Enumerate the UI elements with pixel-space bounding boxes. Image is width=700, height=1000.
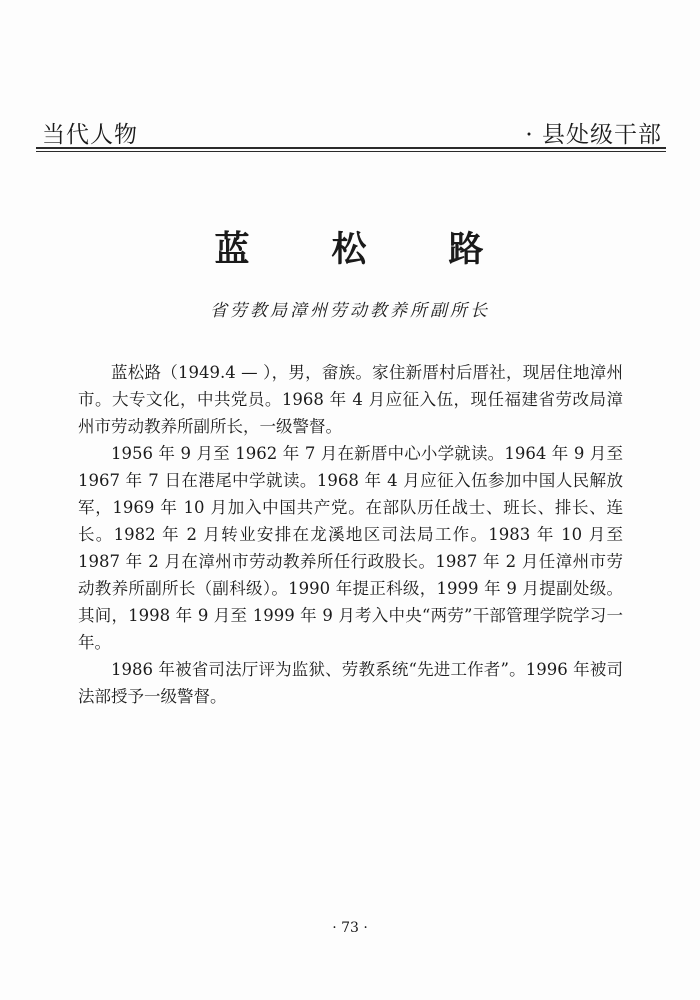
body-paragraph: 1986 年被省司法厅评为监狱、劳教系统“先进工作者”。1996 年被司法部授予一级警督。 (78, 660, 623, 706)
article-body (78, 359, 623, 710)
header-category: · 县处级干部 (525, 122, 662, 148)
article-title (0, 222, 700, 272)
body-paragraph: 蓝松路（1949.4 — ），男，畲族。家住新厝村后厝社，现居住地漳州市。大专文化，中共党员。1968 年 4 月应征入伍，现任福建省劳改局漳州市劳动教养所副所长，一级警督。 (78, 363, 623, 436)
page-number: · 73 · (332, 920, 368, 936)
header-rule (36, 147, 666, 152)
running-header (42, 116, 662, 148)
title-char: 松 (331, 230, 369, 270)
article-subtitle: 省劳教局漳州劳动教养所副所长 (210, 301, 490, 321)
header-section-title: 当代人物 (42, 122, 138, 148)
title-char: 路 (448, 230, 486, 270)
body-paragraph: 1956 年 9 月至 1962 年 7 月在新厝中心小学就读。1964 年 9 月至 1967 年 7 日在港尾中学就读。1968 年 4 月应征入伍参加中国人民解放军，1969 年 10 月加入中国共产党。在部队历任战士、班长、排长、连长。1982 年 2 月转业安排在龙溪地区司法局工作。1983 年 10 月至 1987 年 2 月在漳州市劳动教养所任行政股长。1987 年 2 月任漳州市劳动教养所副所长（副科级）。1990 年提正科级，1999 年 9 月提副处级。其间，1998 年 9 月至 1999 年 9 月考入中央“两劳”干部管理学院学习一年。 (78, 444, 623, 652)
title-char: 蓝 (214, 230, 252, 270)
